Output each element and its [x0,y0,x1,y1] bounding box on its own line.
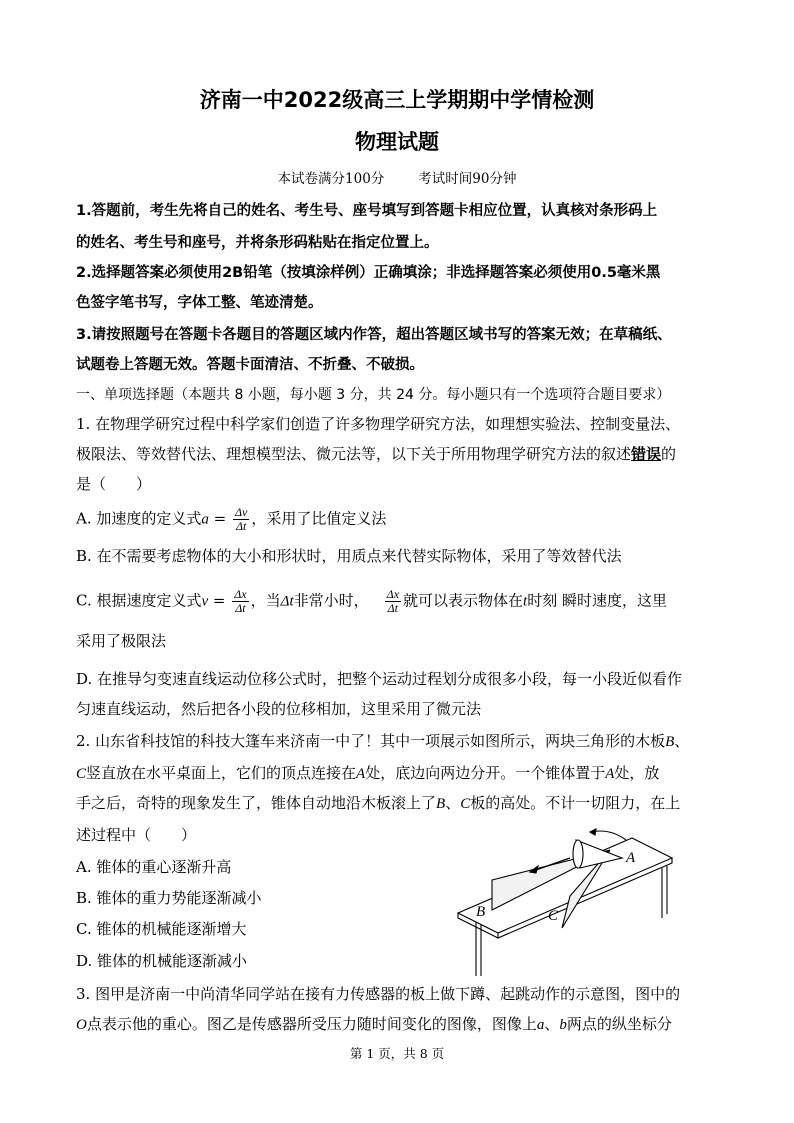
instruction-1a: 1.答题前，考生先将自己的姓名、考生号、座号填写到答题卡相应位置，认真核对条形码上 [76,203,658,219]
q1-stem-line2 [76,443,676,464]
label-c: C [548,908,559,924]
q1-option-a: A. 加速度的定义式a = $\frac{\Delta v}{\Delta t}$ ，采用了比值定义法 [76,505,387,533]
instruction-3a: 3.请按照题号在答题卡各题目的答题区域内作答，超出答题区域书写的答案无效；在草稿纸、 [76,327,672,343]
q3-stem-line2: O点表示他的重心。图乙是传感器所受压力随时间变化的图像，图像上a、b两点的纵坐标分 [76,1015,672,1033]
label-a: A [626,850,636,866]
page-footer: 第 1 页，共 8 页 [349,1046,445,1061]
q3-stem-line1: 3. 图甲是济南一中尚清华同学站在接有力传感器的板上做下蹲、起跳动作的示意图，图中的 [76,985,681,1003]
q1-stem-end: 的 [661,445,677,463]
q2-stem-line3: 手之后，奇特的现象发生了，锥体自动地沿木板滚上了B、C板的高处。不计一切阻力，在上 [76,794,681,812]
exam-subject: 物理试题 [355,130,439,154]
q1-option-d-line1: D. 在推导匀变速直线运动位移公式时，把整个运动过程划分成很多小段，每一小段近似看作 [76,670,683,688]
instruction-3b: 试题卷上答题无效。答题卡面清洁、不折叠、不破损。 [76,357,424,373]
q2-option-d: D. 锥体的机械能逐渐减小 [76,952,248,970]
full-score-note: 本试卷满分100分 [277,171,385,187]
formula-lhs: v [201,593,209,610]
q1-stem-line3: 是（ ） [76,475,152,493]
q1-option-a-tail: ，采用了比值定义法 [251,509,387,528]
q2-option-a: A. 锥体的重心逐渐升高 [76,858,232,876]
q1-option-a-text: A. 加速度的定义式 [76,509,202,528]
time-limit-note: 考试时间90分钟 [418,171,517,187]
q2-stem-line1: 2. 山东省科技馆的科技大篷车来济南一中了！其中一项展示如图所示，两块三角形的木板B、 [76,732,690,750]
q1-option-d-line2: 匀速直线运动，然后把各小段的位移相加，这里采用了微元法 [76,700,482,718]
instruction-2a: 2.选择题答案必须使用2B铅笔（按填涂样例）正确填涂；非选择题答案必须使用0.5毫米黑 [76,265,661,281]
q2-option-b: B. 锥体的重力势能逐渐减小 [76,889,262,907]
q1-option-c-text: C. 根据速度定义式 [76,591,202,610]
fraction-dx-dt: $\frac{\Delta x}{\Delta t}$ [234,587,247,615]
exam-title: 济南一中2022级高三上学期期中学情检测 [199,88,595,112]
q1-option-b: B. 在不需要考虑物体的大小和形状时，用质点来代替实际物体，采用了等效替代法 [76,547,622,565]
fraction-dv-dt: $\frac{\Delta v}{\Delta t}$ [234,505,248,533]
formula-lhs: a [201,511,209,528]
section-heading: 一、单项选择题（本题共 8 小题，每小题 3 分，共 24 分。每小题只有一个选项符合题目要求） [76,387,671,403]
q2-stem-line2: C竖直放在水平桌面上，它们的顶点连接在A处，底边向两边分开。一个锥体置于A处，放 [76,764,660,782]
q1-emphasis: 错误 [631,445,662,463]
q1-stem-text: 极限法、等效替代法、理想模型法、微元法等，以下关于所用物理学研究方法的叙述 [76,445,632,463]
q2-option-c: C. 锥体的机械能逐渐增大 [76,920,247,938]
label-b: B [476,904,486,920]
q1-stem-line1: 1. 在物理学研究过程中科学家们创造了许多物理学研究方法，如理想实验法、控制变量法、 [76,415,681,433]
instruction-2b: 色签字笔书写，字体工整、笔迹清楚。 [76,295,323,311]
cone-boards-figure [450,818,680,978]
q1-option-c: C. 根据速度定义式v = $\frac{\Delta x}{\Delta t}$ ，当Δt非常小时， $\frac{\Delta x}{\Delta t}$ 就可以表示物体在t时刻 瞬时速度，这里 [76,587,667,615]
q2-stem-line4: 述过程中（ ） [76,826,197,844]
instruction-1b: 的姓名、考生号和座号，并将条形码粘贴在指定位置上。 [76,235,439,251]
exam-meta [0,167,794,187]
q1-option-c-cont: 采用了极限法 [76,632,167,650]
fraction-dx-dt-2: $\frac{\Delta x}{\Delta t}$ [386,587,400,615]
